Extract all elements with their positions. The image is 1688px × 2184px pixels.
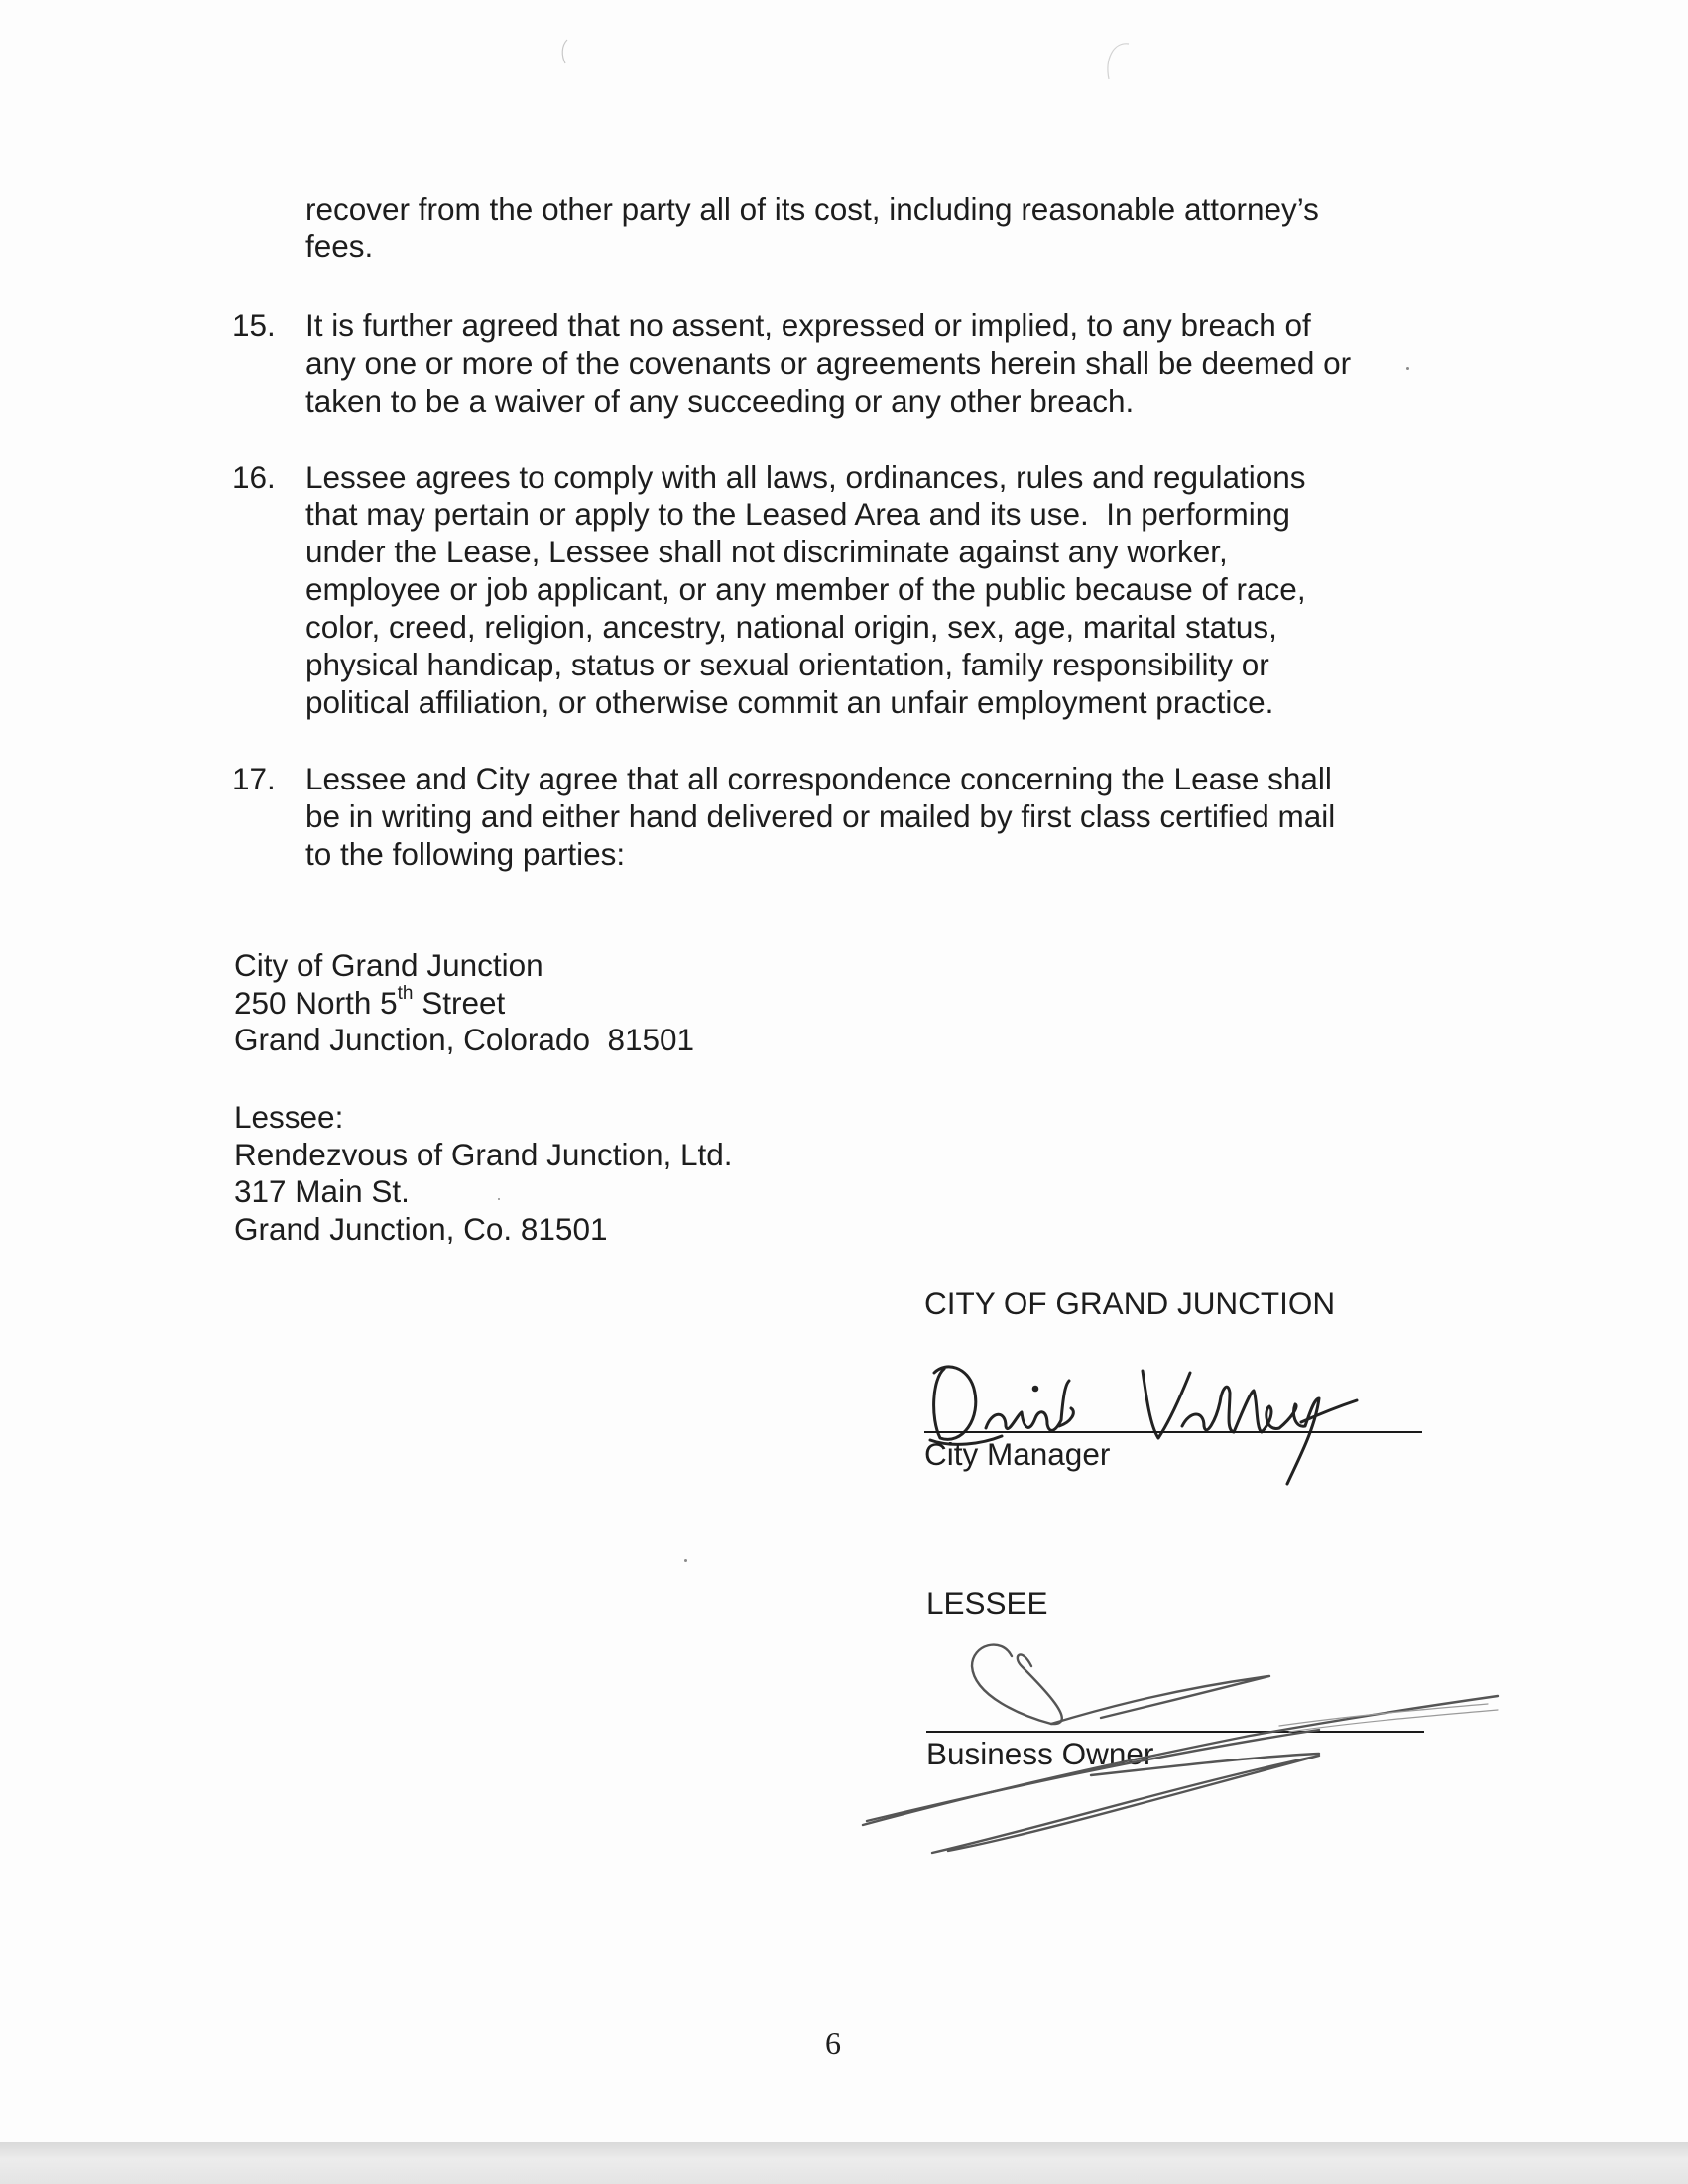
city-signature-line	[924, 1431, 1422, 1433]
city-address-street	[234, 985, 694, 1023]
clause-15-line-2: any one or more of the covenants or agreements herein shall be deemed or	[305, 345, 1352, 381]
continuation-line-1: recover from the other party all of its cost, including reasonable attorney’s	[305, 191, 1319, 227]
city-address	[234, 947, 694, 1059]
clause-17-line-3: to the following parties:	[305, 836, 626, 872]
clause-15-line-3: taken to be a waiver of any succeeding or any other breach.	[305, 383, 1135, 419]
clause-16-line-4: employee or job applicant, or any member of the public because of race,	[305, 571, 1306, 607]
clause-number-17: 17.	[232, 761, 276, 796]
city-address-city-line: Grand Junction, Colorado 81501	[234, 1022, 695, 1057]
scan-speck	[498, 1198, 500, 1200]
lessee-signature-heading: LESSEE	[926, 1585, 1048, 1621]
lessee-address	[234, 1099, 733, 1248]
clause-16-line-2: that may pertain or apply to the Leased Area and its use. In performing	[305, 496, 1290, 532]
scan-speck	[1406, 367, 1409, 370]
page-number: 6	[825, 2025, 841, 2061]
lessee-address-name: Rendezvous of Grand Junction, Ltd.	[234, 1136, 733, 1172]
clause-16-line-7: political affiliation, or otherwise commit an unfair employment practice.	[305, 684, 1274, 720]
lessee-address-street: 317 Main St.	[234, 1173, 410, 1209]
city-street-number: 250 North 5	[234, 984, 398, 1021]
continuation-line-2: fees.	[305, 228, 374, 264]
clause-16-line-1: Lessee agrees to comply with all laws, ordinances, rules and regulations	[305, 459, 1306, 495]
scan-bottom-band	[0, 2142, 1688, 2184]
city-signature-title: City Manager	[924, 1436, 1111, 1472]
scan-mark	[1099, 40, 1139, 89]
city-street-name: Street	[413, 984, 506, 1021]
city-signature-heading: CITY OF GRAND JUNCTION	[924, 1285, 1336, 1321]
lessee-signature-title: Business Owner	[926, 1736, 1154, 1771]
clause-number-16: 16.	[232, 459, 276, 495]
scan-mark	[555, 38, 575, 67]
clause-17-line-2: be in writing and either hand delivered or mailed by first class certified mail	[305, 798, 1336, 834]
clause-16-line-5: color, creed, religion, ancestry, national origin, sex, age, marital status,	[305, 609, 1277, 645]
lessee-address-label: Lessee:	[234, 1099, 344, 1135]
clause-number-15: 15.	[232, 307, 276, 343]
city-manager-signature	[922, 1349, 1359, 1498]
lessee-signature	[853, 1627, 1507, 1865]
clause-17-line-1: Lessee and City agree that all correspondence concerning the Lease shall	[305, 761, 1332, 796]
clause-16-line-6: physical handicap, status or sexual orientation, family responsibility or	[305, 647, 1269, 682]
scan-speck	[684, 1559, 687, 1562]
clause-16-line-3: under the Lease, Lessee shall not discriminate against any worker,	[305, 534, 1228, 569]
clause-15-line-1: It is further agreed that no assent, expressed or implied, to any breach of	[305, 307, 1311, 343]
city-address-name: City of Grand Junction	[234, 947, 543, 983]
lessee-address-city-line: Grand Junction, Co. 81501	[234, 1210, 608, 1247]
city-street-ordinal: th	[397, 983, 414, 1004]
